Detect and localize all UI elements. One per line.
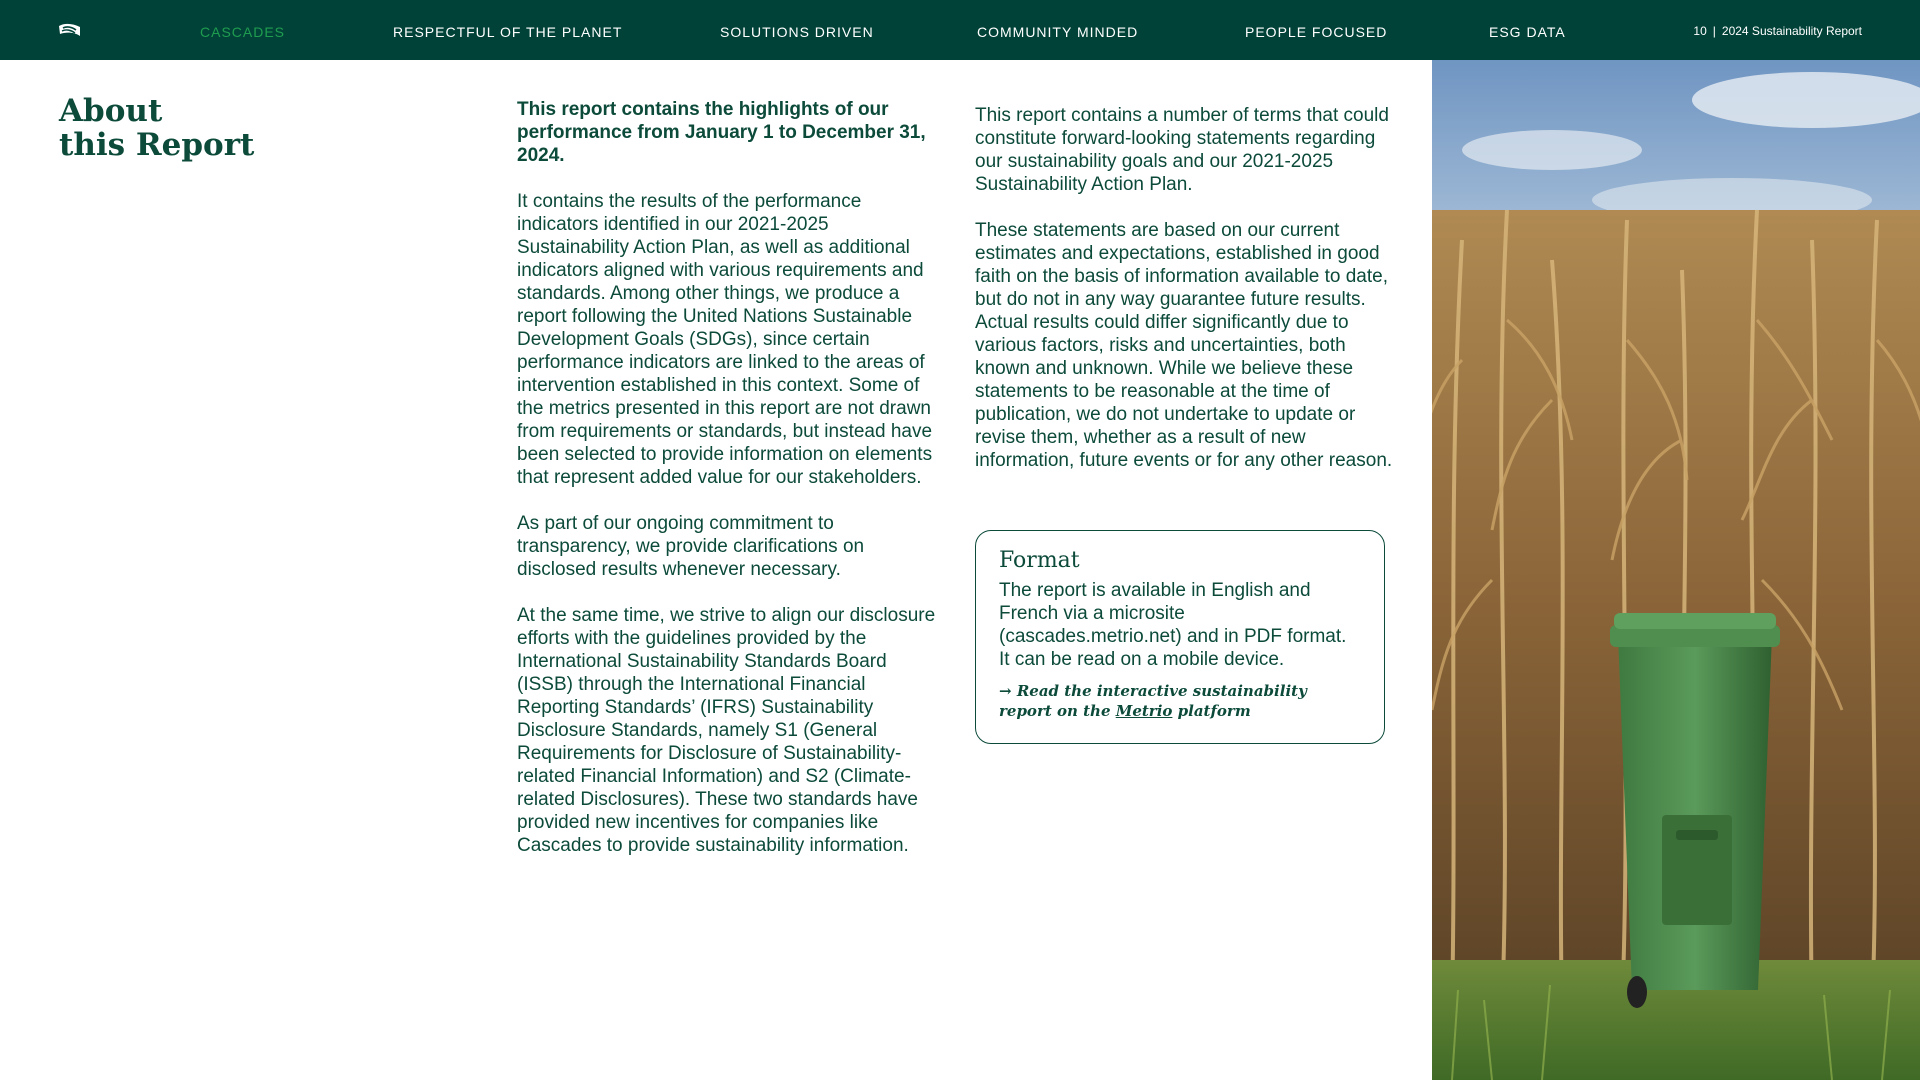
nav-item-respectful-of-the-planet[interactable]: RESPECTFUL OF THE PLANET bbox=[393, 24, 623, 40]
body-paragraph-2: As part of our ongoing commitment to transparency, we provide clarifications on disclosed results whenever necessary. bbox=[517, 513, 865, 580]
metrio-link-prefix: Read the interactive sustainability report on the bbox=[999, 682, 1307, 720]
photo-illustration bbox=[1432, 60, 1920, 1080]
arrow-right-icon: → bbox=[999, 682, 1012, 700]
cornfield-with-green-bin-image bbox=[1432, 60, 1920, 1080]
nav-item-cascades[interactable]: CASCADES bbox=[200, 24, 286, 40]
metrio-link[interactable] bbox=[999, 681, 1362, 721]
forward-looking-paragraph-2: These statements are based on our current estimates and expectations, established in good faith on the basis of information available to date, but do not in any way guarantee future results. Actual results could differ significantly due to various factors, risks and uncertainties, both known and unknown. While we believe these statements to be reasonable at the time of publication, we do not undertake to update or revise them, whether as a result of new information, future events or for any other reason. bbox=[975, 220, 1393, 471]
nav-item-people-focused[interactable]: PEOPLE FOCUSED bbox=[1245, 24, 1388, 40]
cascades-logo-icon[interactable] bbox=[58, 22, 82, 38]
page-title-line-1: About bbox=[59, 93, 163, 129]
format-text: The report is available in English and French via a microsite (cascades.metrio.net) and in PDF format. It can be read on a mobile device. bbox=[999, 580, 1347, 670]
metrio-link-word[interactable]: Metrio bbox=[1115, 702, 1173, 720]
page-number: 10 bbox=[1693, 24, 1707, 38]
nav-item-esg-data[interactable]: ESG DATA bbox=[1489, 24, 1566, 40]
page-info bbox=[1693, 0, 1862, 60]
content-column-2 bbox=[975, 104, 1395, 495]
format-box bbox=[975, 530, 1385, 744]
nav-item-solutions-driven[interactable]: SOLUTIONS DRIVEN bbox=[720, 24, 874, 40]
body-paragraph-3: At the same time, we strive to align our disclosure efforts with the guidelines provided by the International Sustainability Standards Board (ISSB) through the International Financial Reporting Standards’ (IFRS) Sustainability Disclosure Standards, namely S1 (General Requirements for Disclosure of Sustainability-related Financial Information) and S2 (Climate-related Disclosures). These two standards have provided new incentives for companies like Cascades to provide sustainability information. bbox=[517, 605, 936, 856]
format-title: Format bbox=[999, 548, 1080, 573]
metrio-link-suffix: platform bbox=[1172, 702, 1251, 720]
content-column-1 bbox=[517, 98, 937, 880]
lead-paragraph: This report contains the highlights of our performance from January 1 to December 31, 2024. bbox=[517, 99, 926, 166]
forward-looking-paragraph-1: This report contains a number of terms that could constitute forward-looking statements regarding our sustainability goals and our 2021-2025 Sustainability Action Plan. bbox=[975, 105, 1389, 195]
body-paragraph-1: It contains the results of the performance indicators identified in our 2021-2025 Sustainability Action Plan, as well as additional indicators aligned with various requirements and standards. Among other things, we produce a report following the United Nations Sustainable Development Goals (SDGs), since certain performance indicators are linked to the areas of intervention established in this context. Some of the metrics presented in this report are not drawn from requirements or standards, but instead have been selected to provide information on elements that represent added value for our stakeholders. bbox=[517, 191, 933, 488]
page-title bbox=[59, 94, 254, 162]
page-separator: | bbox=[1712, 24, 1716, 38]
report-title: 2024 Sustainability Report bbox=[1721, 24, 1862, 38]
page-title-line-2: this Report bbox=[59, 127, 255, 163]
top-navigation bbox=[0, 0, 1920, 60]
nav-item-community-minded[interactable]: COMMUNITY MINDED bbox=[977, 24, 1139, 40]
